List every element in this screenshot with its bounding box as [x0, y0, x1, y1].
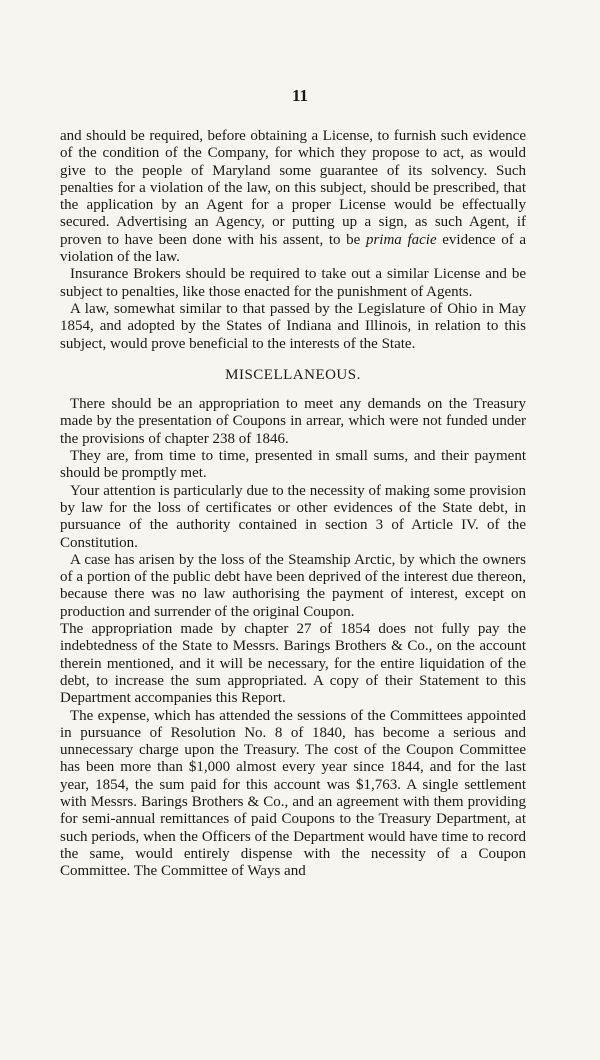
section-heading: MISCELLANEOUS. [225, 366, 361, 383]
paragraph: The appropriation made by chapter 27 of 1854 does not fully pay the indebtedness of the State to Messrs. Barings Brothers & Co., on the account therein mentioned, and it will be necessary, for the entire liquidation of the debt, to increase the sum appropriated. A copy of their Statement to this Department accompanies this Report. [60, 621, 526, 707]
body-text [60, 128, 526, 880]
paragraph: A case has arisen by the loss of the Steamship Arctic, by which the owners of a portion of the public debt have been deprived of the interest due thereon, because there was no law authorising the payment of interest, except on production and surrender of the original Coupon. [60, 551, 526, 620]
paragraph: Your attention is particularly due to the necessity of making some provision by law for the loss of certificates or other evidences of the State debt, in pursuance of the authority contained in section 3 of Article IV. of the Constitution. [60, 482, 526, 551]
paragraph: There should be an appropriation to meet any demands on the Treasury made by the presentation of Coupons in arrear, which were not funded under the provisions of chapter 238 of 1846. [60, 396, 526, 447]
paragraph: A law, somewhat similar to that passed by the Legislature of Ohio in May 1854, and adopted by the States of Indiana and Illinois, in relation to this subject, would prove beneficial to the interests of the State. [60, 300, 526, 352]
paragraph: They are, from time to time, presented in small sums, and their payment should be promptly met. [60, 448, 526, 482]
page-number: 11 [291, 86, 309, 105]
paragraph: and should be required, before obtaining a License, to furnish such evidence of the condition of the Company, for which they propose to act, as would give to the people of Maryland some guarantee of its solvency. Such penalties for a violation of the law, on this subject, should be prescribed, that the application by an Agent for a proper License would be effectually secured. Advertising an Agency, or putting up a sign, as such Agent, if proven to have been done with his assent, to be prima facie evidence of a violation of the law. [60, 128, 526, 266]
paragraph: Insurance Brokers should be required to take out a similar License and be subject to penalties, like those enacted for the punishment of Agents. [60, 266, 526, 300]
paragraph: The expense, which has attended the sessions of the Committees appointed in pursuance of Resolution No. 8 of 1840, has become a serious and unnecessary charge upon the Treasury. The cost of the Coupon Committee has been more than $1,000 almost every year since 1844, and for the last year, 1854, the sum paid for this account was $1,763. A single settlement with Messrs. Barings Brothers & Co., and an agreement with them providing for semi-annual remittances of paid Coupons to the Treasury Department, at such periods, when the Officers of the Department would have time to record the same, would entirely dispense with the necessity of a Coupon Committee. The Committee of Ways and [60, 707, 526, 880]
